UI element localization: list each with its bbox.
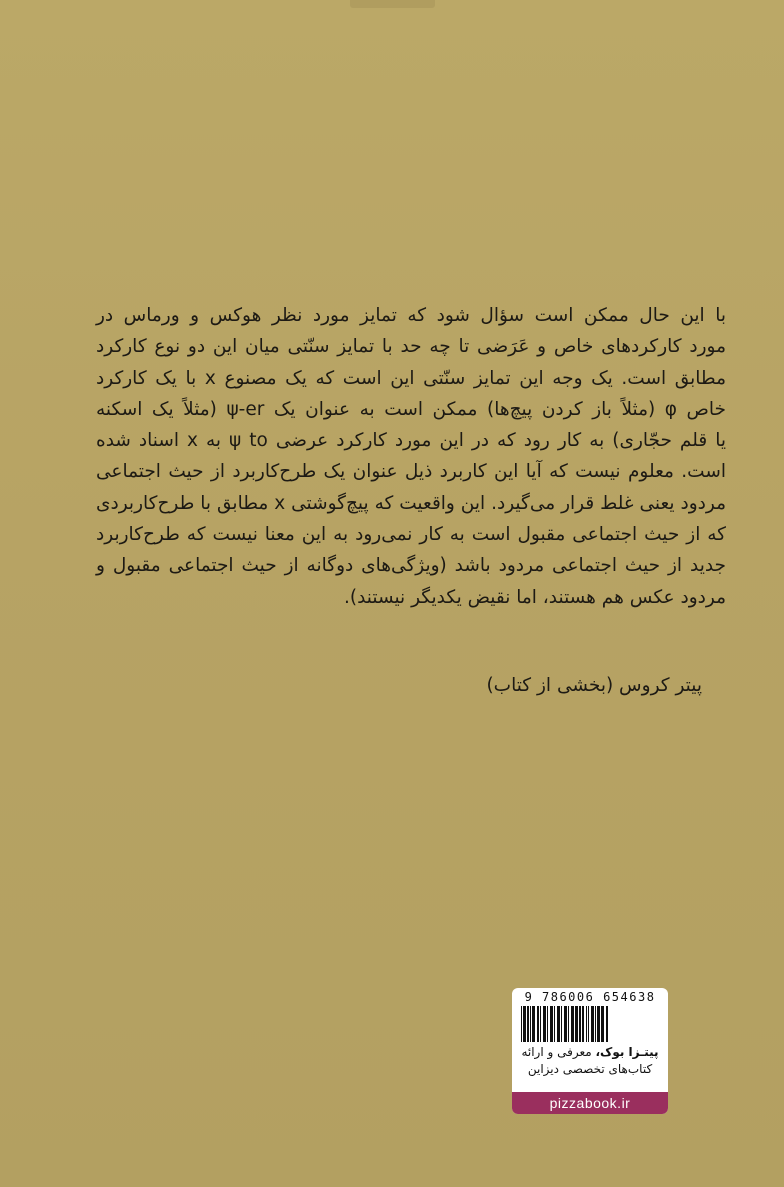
barcode-stripe [588,1006,589,1042]
barcode-stripe [601,1006,604,1042]
barcode-stripe [537,1006,539,1042]
blurb-line-5: یا قلم حجّاری) به کار رود که در این مورد کارکرد عرضی ψ to به x اسناد شده [96,430,726,452]
barcode-icon [520,1006,660,1042]
barcode-stripe [557,1006,560,1042]
blurb-line-10: مردود عکس هم هستند، اما نقیض یکدیگر نیستند). [343,586,726,608]
blurb-line-4: خاص φ (مثلاً باز کردن پیچ‌ها) ممکن است به عنوان یک ψ-er (مثلاً یک اسکنه [96,398,726,420]
blurb-text [96,300,726,613]
author-credit: پیتر کروس (بخشی از کتاب) [486,675,702,696]
barcode-stripe [540,1006,541,1042]
barcode-stripe [561,1006,562,1042]
barcode-stripe [597,1006,600,1042]
barcode-stripe [579,1006,581,1042]
barcode-stripe [571,1006,574,1042]
barcode-stripe [606,1006,608,1042]
blurb-line-8: که از حیث اجتماعی مقبول است به کار نمی‌رود به این معنا نیست که طرح‌کاربرد [96,524,726,546]
blurb-line-1: با این حال ممکن است سؤال شود که تمایز مورد نظر هوکس و ورماس در [96,305,726,326]
blurb-line-3: مطابق است. یک وجه این تمایز سنّتی این است که یک مصنوع x با یک کارکرد [96,367,726,389]
barcode-stripe [547,1006,548,1042]
barcode-stripe [554,1006,555,1042]
barcode-stripe [591,1006,594,1042]
isbn-digits: 9 786006 654638 [524,990,656,1004]
barcode-stripe [543,1006,546,1042]
promo-line-1 [516,1044,664,1061]
barcode-stripe [521,1006,522,1042]
barcode-stripe [564,1006,567,1042]
barcode-stripe [550,1006,553,1042]
blurb-line-6: است. معلوم نیست که آیا این کاربرد ذیل عنوان یک طرح‌کاربرد از حیث اجتماعی [96,461,726,483]
barcode-stripe [530,1006,531,1042]
barcode-stripe [568,1006,569,1042]
barcode-stripe [532,1006,535,1042]
brand-name: پیتـزا بوک، [595,1045,659,1059]
top-edge-mark [350,0,435,8]
promo-line-2: کتاب‌های تخصصی دیزاین [527,1062,653,1076]
barcode-stripe [582,1006,584,1042]
blurb-line-7: مردود یعنی غلط قرار می‌گیرد. این واقعیت که پیچ‌گوشتی x مطابق با طرح‌کاربردی [96,492,726,514]
barcode-stripe [575,1006,578,1042]
promo-text [516,1044,664,1078]
barcode-stripe [523,1006,526,1042]
blurb-line-9: جدید از حیث اجتماعی مردود باشد (ویژگی‌های دوگانه از حیث اجتماعی مقبول و [96,555,726,577]
barcode-stripe [527,1006,529,1042]
barcode-stripe [595,1006,596,1042]
barcode-stripe [586,1006,587,1042]
barcode-sticker [512,988,668,1114]
blurb-line-2: مورد کارکردهای خاص و عَرَضی تا چه حد با تمایز سنّتی میان این دو نوع کارکرد [96,336,726,358]
site-link[interactable]: pizzabook.ir [512,1092,668,1114]
promo-line-1-rest: معرفی و ارائه [521,1045,596,1059]
